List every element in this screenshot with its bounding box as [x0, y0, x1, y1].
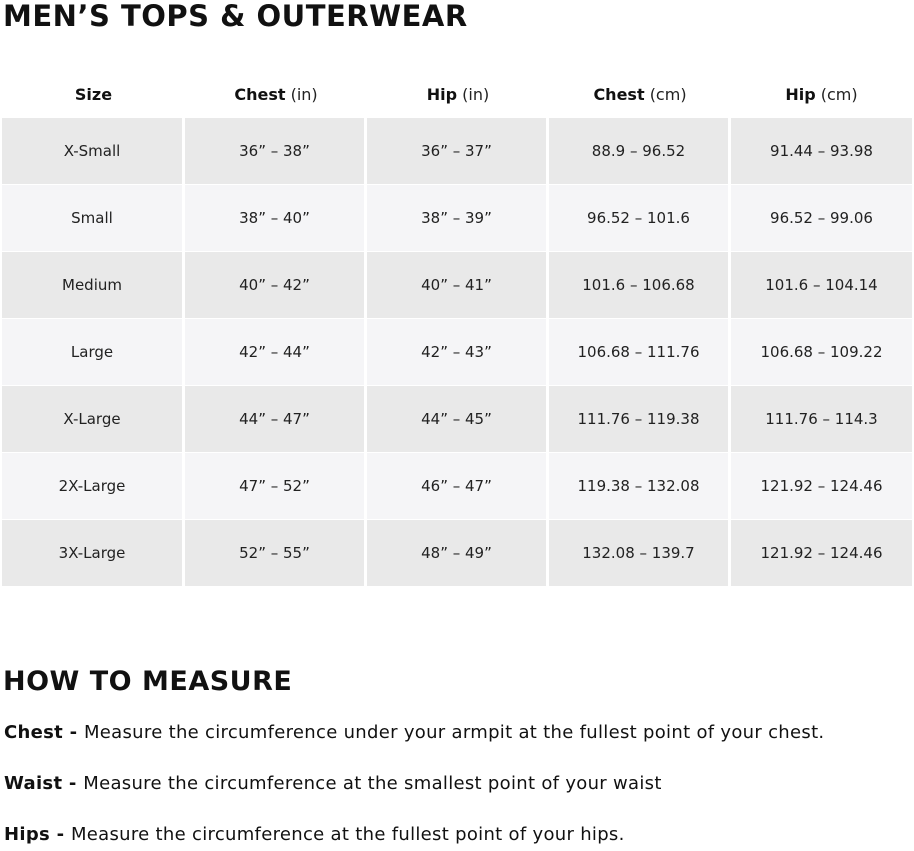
column-header-label: Hip: [426, 84, 458, 104]
measure-instruction-chest: [4, 721, 824, 745]
hip-cm-cell: 91.44 – 93.98: [731, 118, 912, 185]
chest-in-cell: 36” – 38”: [185, 118, 367, 185]
hip-in-cell: 44” – 45”: [367, 386, 549, 453]
column-header-label: Chest: [593, 84, 645, 104]
size-chart-table: [2, 70, 912, 587]
chest-in-cell: 52” – 55”: [185, 520, 367, 587]
column-header-chest-in: [185, 70, 367, 118]
column-header-label: Hip: [785, 84, 816, 104]
hip-in-cell: 38” – 39”: [367, 185, 549, 252]
size-cell: Medium: [2, 252, 185, 319]
hip-cm-cell: 101.6 – 104.14: [731, 252, 912, 319]
hip-in-cell: 46” – 47”: [367, 453, 549, 520]
measure-instruction-waist: [4, 772, 662, 796]
chest-cm-cell: 119.38 – 132.08: [549, 453, 731, 520]
column-header-label: Size: [74, 84, 113, 104]
column-header-unit: (in): [290, 84, 318, 104]
column-header-size: [2, 70, 185, 118]
measure-text: Measure the circumference at the smallest point of your waist: [83, 773, 662, 794]
hip-in-cell: 42” – 43”: [367, 319, 549, 386]
column-header-label: Chest: [234, 84, 286, 104]
hip-in-cell: 36” – 37”: [367, 118, 549, 185]
hip-cm-cell: 106.68 – 109.22: [731, 319, 912, 386]
measure-term: Waist -: [4, 773, 84, 794]
measure-term: Chest -: [4, 722, 84, 743]
table-header-row: [2, 70, 912, 118]
chest-cm-cell: 101.6 – 106.68: [549, 252, 731, 319]
table-row: [2, 386, 912, 453]
chest-cm-cell: 96.52 – 101.6: [549, 185, 731, 252]
column-header-unit: (cm): [820, 84, 858, 104]
chest-cm-cell: 88.9 – 96.52: [549, 118, 731, 185]
size-cell: Small: [2, 185, 185, 252]
chest-in-cell: 42” – 44”: [185, 319, 367, 386]
chest-cm-cell: 132.08 – 139.7: [549, 520, 731, 587]
measure-term: Hips -: [4, 824, 71, 845]
measure-text: Measure the circumference under your armpit at the fullest point of your chest.: [83, 722, 825, 743]
table-row: [2, 319, 912, 386]
measure-instruction-hips: [4, 823, 625, 847]
size-cell: Large: [2, 319, 185, 386]
chest-in-cell: 47” – 52”: [185, 453, 367, 520]
hip-cm-cell: 111.76 – 114.3: [731, 386, 912, 453]
size-cell: X-Small: [2, 118, 185, 185]
chest-cm-cell: 106.68 – 111.76: [549, 319, 731, 386]
hip-in-cell: 48” – 49”: [367, 520, 549, 587]
size-cell: X-Large: [2, 386, 185, 453]
hip-cm-cell: 121.92 – 124.46: [731, 520, 912, 587]
table-row: [2, 520, 912, 587]
chest-in-cell: 40” – 42”: [185, 252, 367, 319]
how-to-measure-heading: HOW TO MEASURE: [3, 666, 293, 697]
hip-cm-cell: 96.52 – 99.06: [731, 185, 912, 252]
size-cell: 3X-Large: [2, 520, 185, 587]
page-title: MEN’S TOPS & OUTERWEAR: [3, 0, 468, 33]
column-header-hip-in: [367, 70, 549, 118]
table-row: [2, 453, 912, 520]
table-row: [2, 252, 912, 319]
column-header-unit: (cm): [649, 84, 687, 104]
hip-in-cell: 40” – 41”: [367, 252, 549, 319]
hip-cm-cell: 121.92 – 124.46: [731, 453, 912, 520]
column-header-chest-cm: [549, 70, 731, 118]
chest-in-cell: 38” – 40”: [185, 185, 367, 252]
measure-text: Measure the circumference at the fullest point of your hips.: [70, 824, 625, 845]
table-row: [2, 118, 912, 185]
size-cell: 2X-Large: [2, 453, 185, 520]
chest-cm-cell: 111.76 – 119.38: [549, 386, 731, 453]
chest-in-cell: 44” – 47”: [185, 386, 367, 453]
column-header-hip-cm: [731, 70, 912, 118]
table-row: [2, 185, 912, 252]
column-header-unit: (in): [462, 84, 490, 104]
